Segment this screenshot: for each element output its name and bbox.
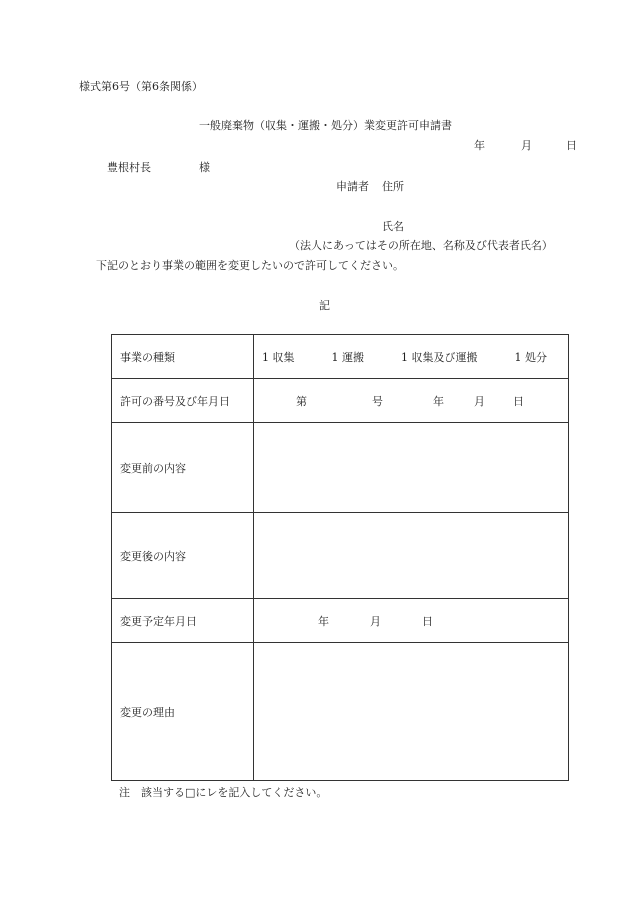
table-row-reason (112, 643, 569, 781)
permit-dai: 第 (296, 394, 307, 408)
table-row-scheduled-date (112, 599, 569, 643)
reason-content-field[interactable] (254, 643, 569, 781)
business-type-label: 事業の種類 (112, 335, 254, 379)
document-title: 一般廃棄物（収集・運搬・処分）業変更許可申請書 (199, 119, 452, 132)
table-row-permit (112, 379, 569, 423)
scheduled-date-label: 変更予定年月日 (112, 599, 254, 643)
after-label: 変更後の内容 (112, 513, 254, 599)
before-label: 変更前の内容 (112, 423, 254, 513)
permit-label: 許可の番号及び年月日 (112, 379, 254, 423)
scheduled-month: 月 (370, 614, 381, 628)
scheduled-date-value[interactable] (254, 599, 569, 643)
form-table (111, 334, 569, 781)
scheduled-year: 年 (318, 614, 329, 628)
date-year-label: 年 (474, 139, 485, 152)
ki-label: 記 (319, 299, 330, 312)
business-type-options (254, 335, 569, 379)
recipient-honorific: 様 (199, 161, 210, 174)
after-content-field[interactable] (254, 513, 569, 599)
table-row-before (112, 423, 569, 513)
corporation-note: （法人にあってはその所在地、名称及び代表者氏名） (289, 239, 553, 252)
applicant-address-label: 住所 (382, 180, 404, 193)
footnote: 注 該当する□にレを記入してください。 (119, 786, 328, 799)
date-month-label: 月 (521, 139, 532, 152)
option-collection[interactable]: 1 収集 (262, 350, 295, 364)
body-text: 下記のとおり事業の範囲を変更したいので許可してください。 (96, 259, 404, 272)
permit-year: 年 (433, 394, 444, 408)
table-row-after (112, 513, 569, 599)
applicant-label: 申請者 (336, 180, 369, 193)
permit-value[interactable] (254, 379, 569, 423)
permit-go: 号 (372, 394, 383, 408)
option-disposal[interactable]: 1 処分 (514, 350, 547, 364)
table-row-business-type (112, 335, 569, 379)
before-content-field[interactable] (254, 423, 569, 513)
form-number: 様式第6号（第6条関係） (79, 80, 203, 93)
scheduled-day: 日 (422, 614, 433, 628)
date-day-label: 日 (566, 139, 577, 152)
applicant-name-label: 氏名 (382, 220, 404, 233)
permit-month: 月 (474, 394, 485, 408)
option-transport[interactable]: 1 運搬 (331, 350, 364, 364)
option-collection-and-transport[interactable]: 1 収集及び運搬 (401, 350, 478, 364)
reason-label: 変更の理由 (112, 643, 254, 781)
recipient-name: 豊根村長 (107, 161, 151, 174)
permit-day: 日 (513, 394, 524, 408)
